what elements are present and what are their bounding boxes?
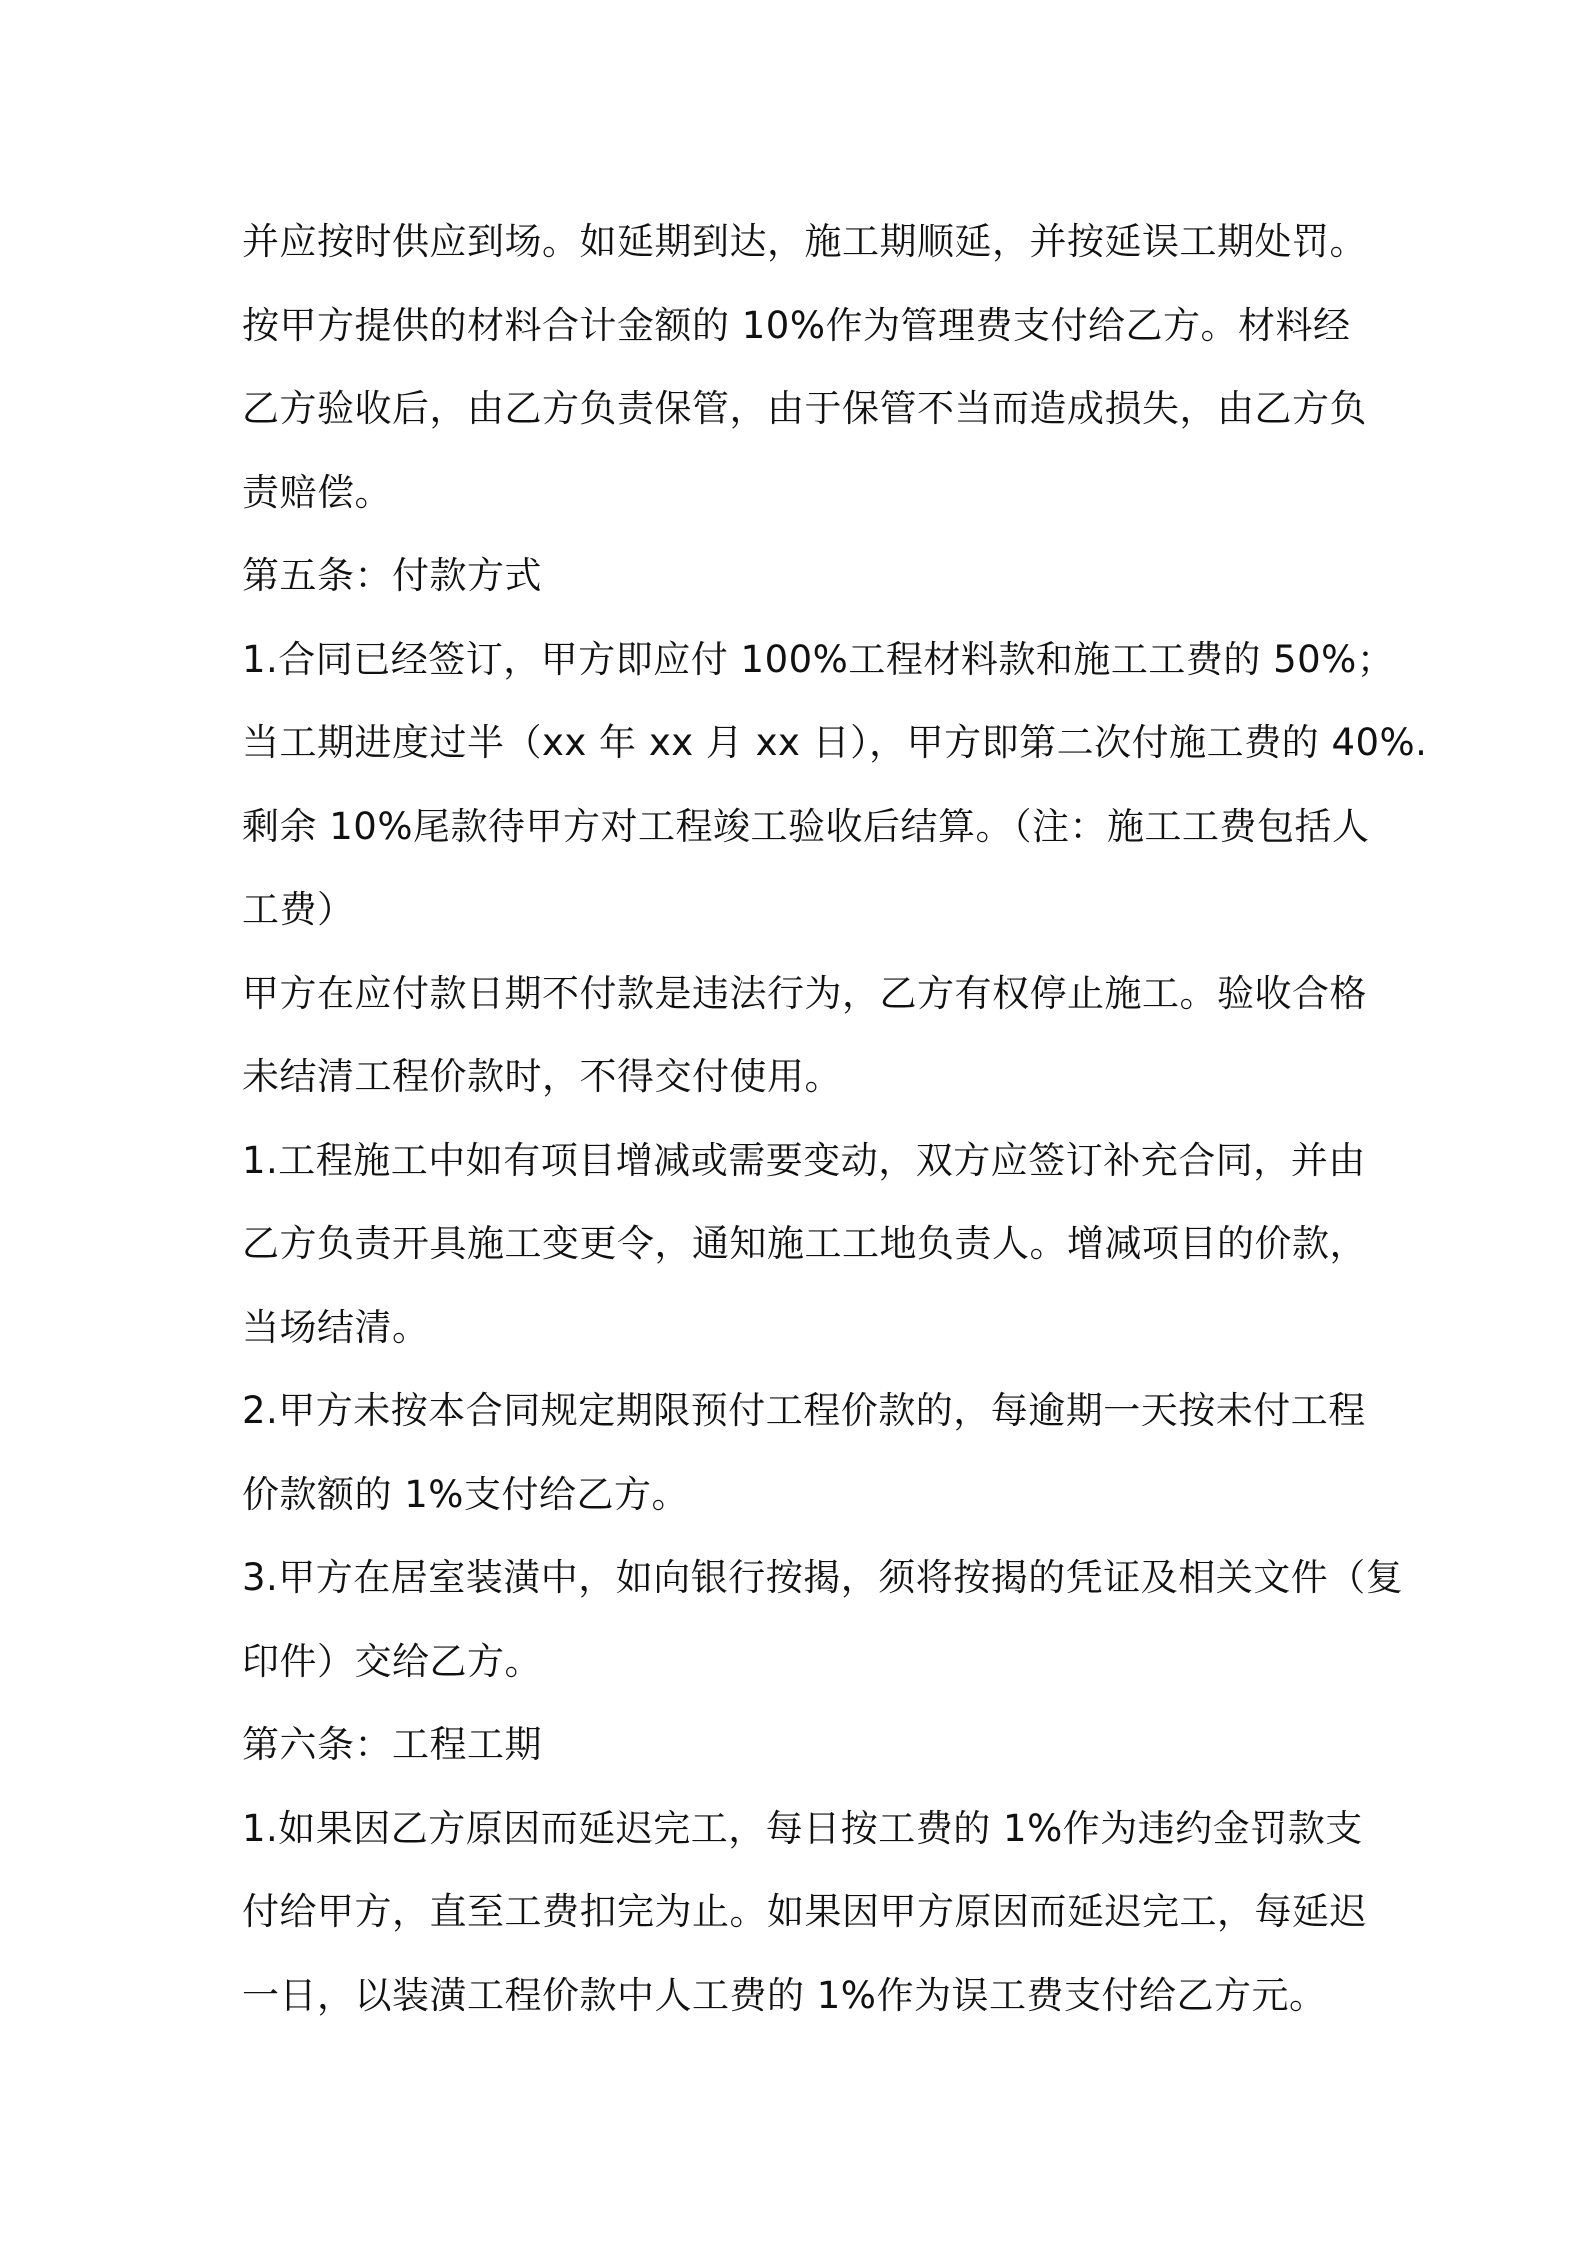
text-line: 当工期进度过半（xx 年 xx 月 xx 日），甲方即第二次付施工费的 40%.	[242, 721, 1428, 764]
text-line: 1.如果因乙方原因而延迟完工，每日按工费的 1%作为违约金罚款支	[242, 1806, 1363, 1850]
paragraph-delay-penalty	[242, 1787, 1367, 2038]
text-line: 剩余 10%尾款待甲方对工程竣工验收后结算。（注：施工工费包括人	[242, 804, 1370, 848]
paragraph-late-payment	[242, 1369, 1366, 1536]
text-line: 乙方负责开具施工变更令，通知施工工地负责人。增减项目的价款，	[242, 1222, 1367, 1265]
text-line: 未结清工程价款时，不得交付使用。	[242, 1055, 842, 1098]
text-line: 印件）交给乙方。	[242, 1639, 542, 1683]
text-line: 甲方在应付款日期不付款是违法行为，乙方有权停止施工。验收合格	[242, 971, 1367, 1015]
section-heading-article-6	[242, 1703, 1362, 1787]
text-line: 并应按时供应到场。如延期到达，施工期顺延，并按延误工期处罚。	[242, 220, 1367, 263]
text-line: 1.工程施工中如有项目增减或需要变动，双方应签订补充合同，并由	[242, 1138, 1366, 1182]
section-heading-article-5	[242, 534, 1362, 618]
document-body	[242, 200, 1428, 2037]
text-line: 当场结清。	[242, 1305, 430, 1349]
text-line: 乙方验收后，由乙方负责保管，由于保管不当而造成损失，由乙方负	[242, 387, 1367, 430]
paragraph-nonpayment	[242, 952, 1367, 1119]
text-line: 工费）	[242, 888, 355, 931]
text-line: 2.甲方未按本合同规定期限预付工程价款的，每逾期一天按未付工程	[242, 1389, 1366, 1432]
text-line: 1.合同已经签订，甲方即应付 100%工程材料款和施工工费的 50%；	[242, 637, 1395, 681]
section-heading: 第五条：付款方式	[242, 554, 542, 597]
text-line: 付给甲方，直至工费扣完为止。如果因甲方原因而延迟完工，每延迟	[242, 1890, 1367, 1933]
text-line: 价款额的 1%支付给乙方。	[242, 1472, 689, 1516]
paragraph-material-supply	[242, 200, 1367, 534]
paragraph-payment-schedule	[242, 618, 1428, 952]
text-line: 3.甲方在居室装潢中，如向银行按揭，须将按揭的凭证及相关文件（复	[242, 1556, 1404, 1599]
text-line: 责赔偿。	[242, 470, 392, 514]
paragraph-mortgage	[242, 1536, 1404, 1703]
paragraph-changes	[242, 1119, 1367, 1370]
section-heading: 第六条：工程工期	[242, 1723, 542, 1766]
text-line: 按甲方提供的材料合计金额的 10%作为管理费支付给乙方。材料经	[242, 303, 1351, 347]
text-line: 一日，以装潢工程价款中人工费的 1%作为误工费支付给乙方元。	[242, 1973, 1327, 2017]
